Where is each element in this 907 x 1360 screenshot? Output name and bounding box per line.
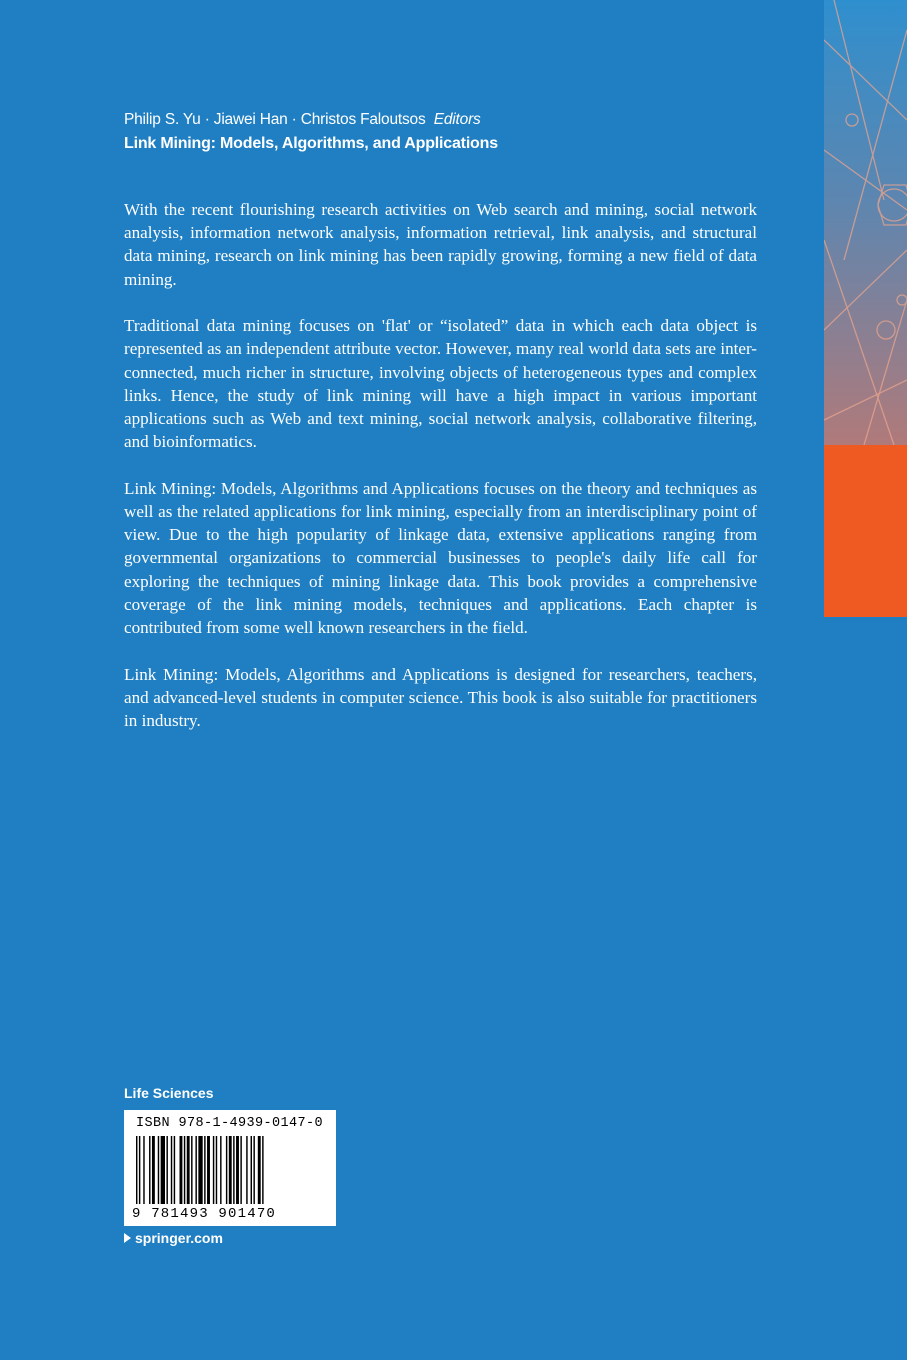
barcode-digits: 9 781493 901470 <box>132 1206 277 1222</box>
isbn-barcode <box>124 1110 336 1226</box>
book-title: Link Mining: Models, Algorithms, and Applications <box>124 135 498 152</box>
header <box>124 108 764 156</box>
blurb-paragraph: Traditional data mining focuses on 'flat' or “isolated” data in which each data object is represented as an independent attribute vector. However, many real world data sets are inter-connected, much richer in structure, involving objects of heterogeneous types and complex links. Hence, the study of link mining will have a high impact in various important applications such as Web and text mining, social network analysis, collaborative filtering, and bioinformatics. <box>124 316 757 452</box>
editors-role: Editors <box>433 111 481 128</box>
publisher-link[interactable] <box>124 1230 223 1246</box>
blurb-paragraph: Link Mining: Models, Algorithms and Applications is designed for researchers, teachers, and advanced-level students in computer science. This book is also suitable for practitioners in industry. <box>124 664 757 731</box>
editors-names: Philip S. Yu · Jiawei Han · Christos Faloutsos <box>124 111 426 128</box>
isbn-number: ISBN 978-1-4939-0147-0 <box>136 1116 324 1131</box>
subject-category: Life Sciences <box>124 1085 214 1101</box>
cover-artwork-strip <box>824 0 907 445</box>
barcode-icon <box>136 1136 326 1206</box>
blurb <box>124 198 757 756</box>
accent-band <box>824 445 907 617</box>
arrow-right-icon <box>124 1233 131 1243</box>
editors-line <box>124 108 764 132</box>
blurb-paragraph: Link Mining: Models, Algorithms and Applications focuses on the theory and techniques as well as the related applications for link mining, especially from an interdisciplinary point of view. Due to the high popularity of linkage data, extensive applications ranging from governmental organizations to commercial businesses to people's daily life call for exploring the techniques of mining linkage data. This book provides a comprehensive coverage of the link mining models, techniques and applications. Each chapter is contributed from some well known researchers in the field. <box>124 478 757 638</box>
blurb-paragraph: With the recent flourishing research activities on Web search and mining, social network analysis, information network analysis, information retrieval, link analysis, and structural data mining, research on link mining has been rapidly growing, forming a new field of data mining. <box>124 200 757 289</box>
publisher-url: springer.com <box>135 1230 223 1246</box>
